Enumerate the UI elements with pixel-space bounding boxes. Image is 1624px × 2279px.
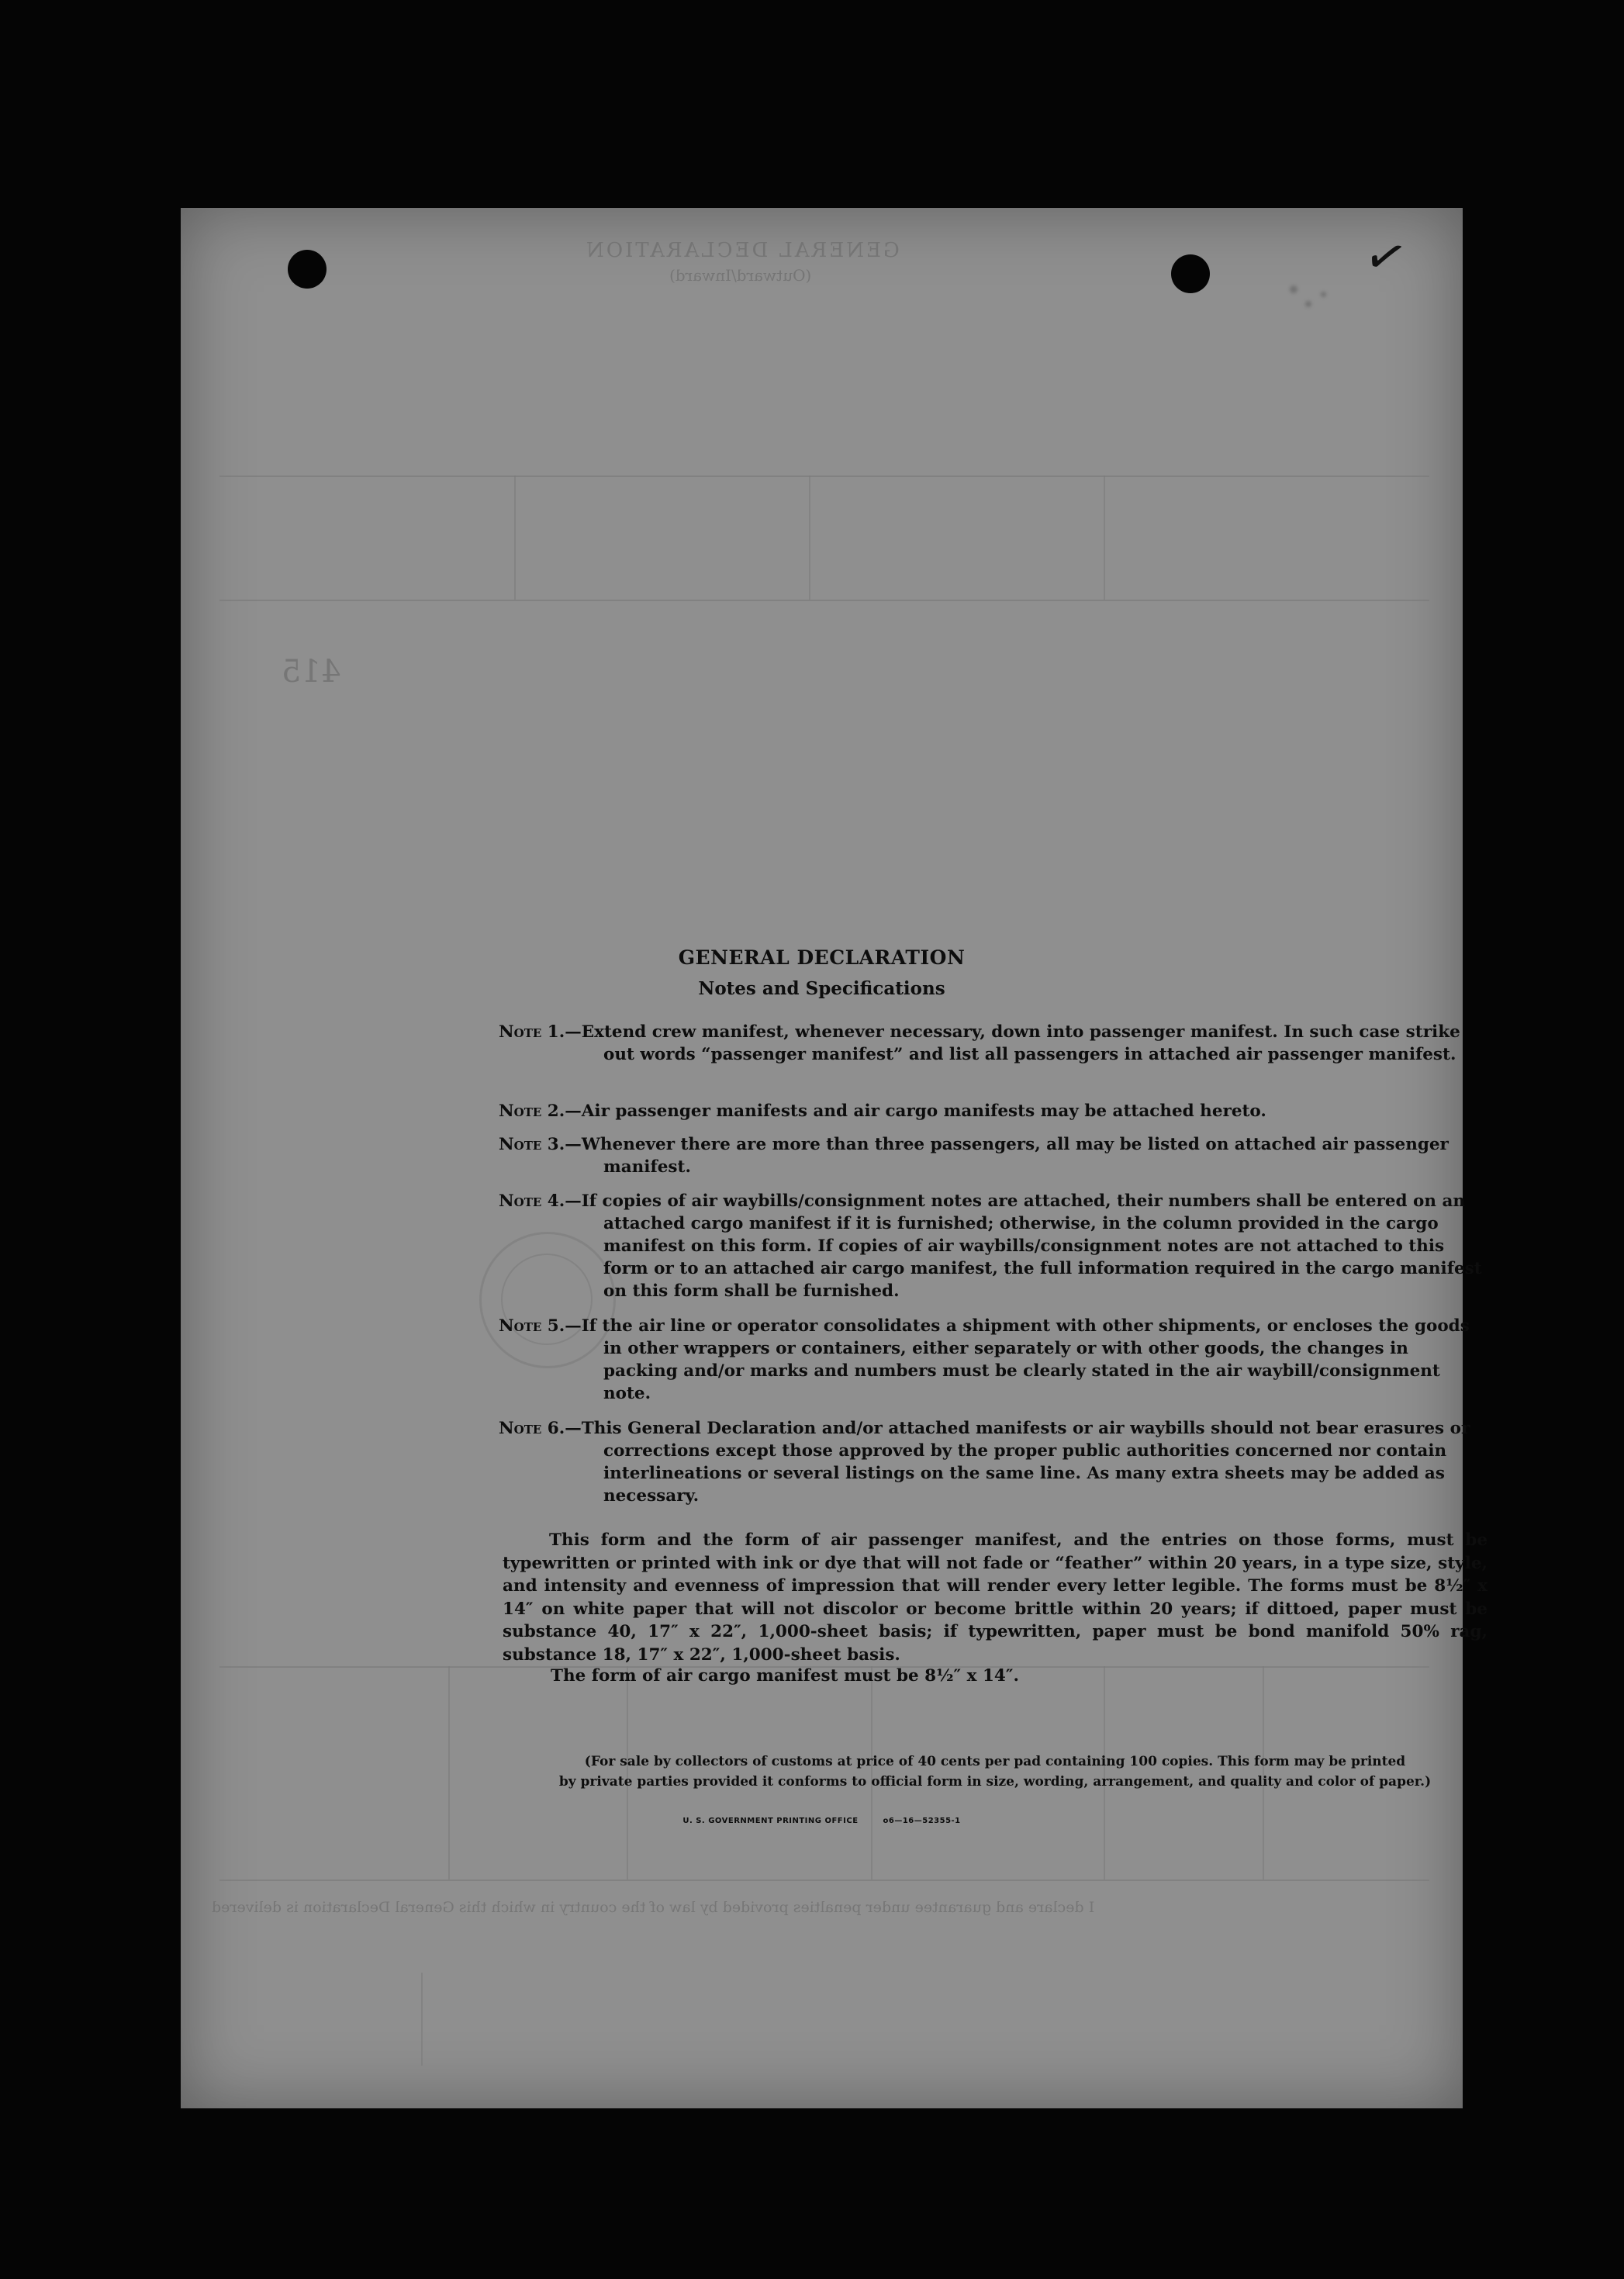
sale-notice-line-1: (For sale by collectors of customs at price of 40 cents per pad containing 100 copies. This form may be printed [584,1754,1406,1769]
cargo-manifest-size: The form of air cargo manifest must be 8½″ x 14″. [551,1666,1019,1686]
printer-imprint [181,1817,1463,1825]
note-label: Note 2. [499,1101,565,1121]
note-text: —Whenever there are more than three passengers, all may be listed on attached air passenger manifest. [565,1135,1449,1177]
note-5 [499,1315,1484,1405]
note-label: Note 5. [499,1316,565,1336]
printer-office: U. S. GOVERNMENT PRINTING OFFICE [682,1817,859,1825]
handwritten-check-mark: ✓ [1358,224,1414,291]
note-text: —Extend crew manifest, whenever necessary, down into passenger manifest. In such case strike out words “passenger manifest” and list all passengers in attached air passenger manifest. [565,1022,1460,1064]
note-label: Note 4. [499,1191,565,1211]
note-text: —Air passenger manifests and air cargo manifests may be attached hereto. [565,1101,1266,1121]
note-label: Note 6. [499,1419,565,1438]
note-text: —This General Declaration and/or attached manifests or air waybills should not bear erasures or corrections except those approved by the proper public authorities concerned nor contain interlineations or several listings on the same line. As many extra sheets may be added as necessary. [565,1419,1470,1506]
form-subtitle: Notes and Specifications [698,978,945,999]
note-4 [499,1190,1484,1302]
printer-code: o6—16—52355-1 [883,1817,961,1825]
note-text: —If the air line or operator consolidates a shipment with other shipments, or encloses the goods in other wrappers or containers, either separately or with other goods, the changes in packing and/or marks and numbers must be clearly stated in the air waybill/consignment note. [565,1316,1470,1403]
bleed-through-declaration: I declare and guarantee under penalties provided by law of the country in which this General Declaration is delivered [212,1899,1095,1916]
note-label: Note 1. [499,1022,565,1042]
note-3 [499,1133,1484,1178]
note-1 [499,1021,1484,1066]
bleed-through-subheader: (Outward/Inward) [669,266,812,285]
bleed-through-number: 415 [282,654,341,690]
bleed-through-header: GENERAL DECLARATION [584,239,900,262]
note-label: Note 3. [499,1135,565,1154]
sale-notice [503,1752,1488,1792]
note-text: —If copies of air waybills/consignment notes are attached, their numbers shall be entered on an attached cargo manifest if it is furnished; otherwise, in the column provided in the cargo manifest on this form. If copies of air waybills/consignment notes are not attached to this form or to an attached air cargo manifest, the full information required in the cargo manifest on this form shall be furnished. [565,1191,1482,1301]
printed-content [181,208,1488,2108]
specification-paragraph: This form and the form of air passenger manifest, and the entries on those forms, must be typewritten or printed with ink or dye that will not fade or “feather” within 20 years, in a type size, style, and intensity and evenness of impression that will render every letter legible. The forms must be 8½″ x 14″ on white paper that will not discolor or become brittle within 20 years; if dittoed, paper must be substance 40, 17″ x 22″, 1,000-sheet basis; if typewritten, paper must be bond manifold 50% rag, substance 18, 17″ x 22″, 1,000-sheet basis. [503,1530,1488,1665]
sale-notice-line-2: by private parties provided it conforms to official form in size, wording, arrangement, and quality and color of paper.) [558,1774,1432,1790]
form-title: GENERAL DECLARATION [678,946,966,969]
note-6 [499,1417,1484,1507]
note-2 [499,1100,1484,1122]
document-sheet [181,208,1488,2108]
